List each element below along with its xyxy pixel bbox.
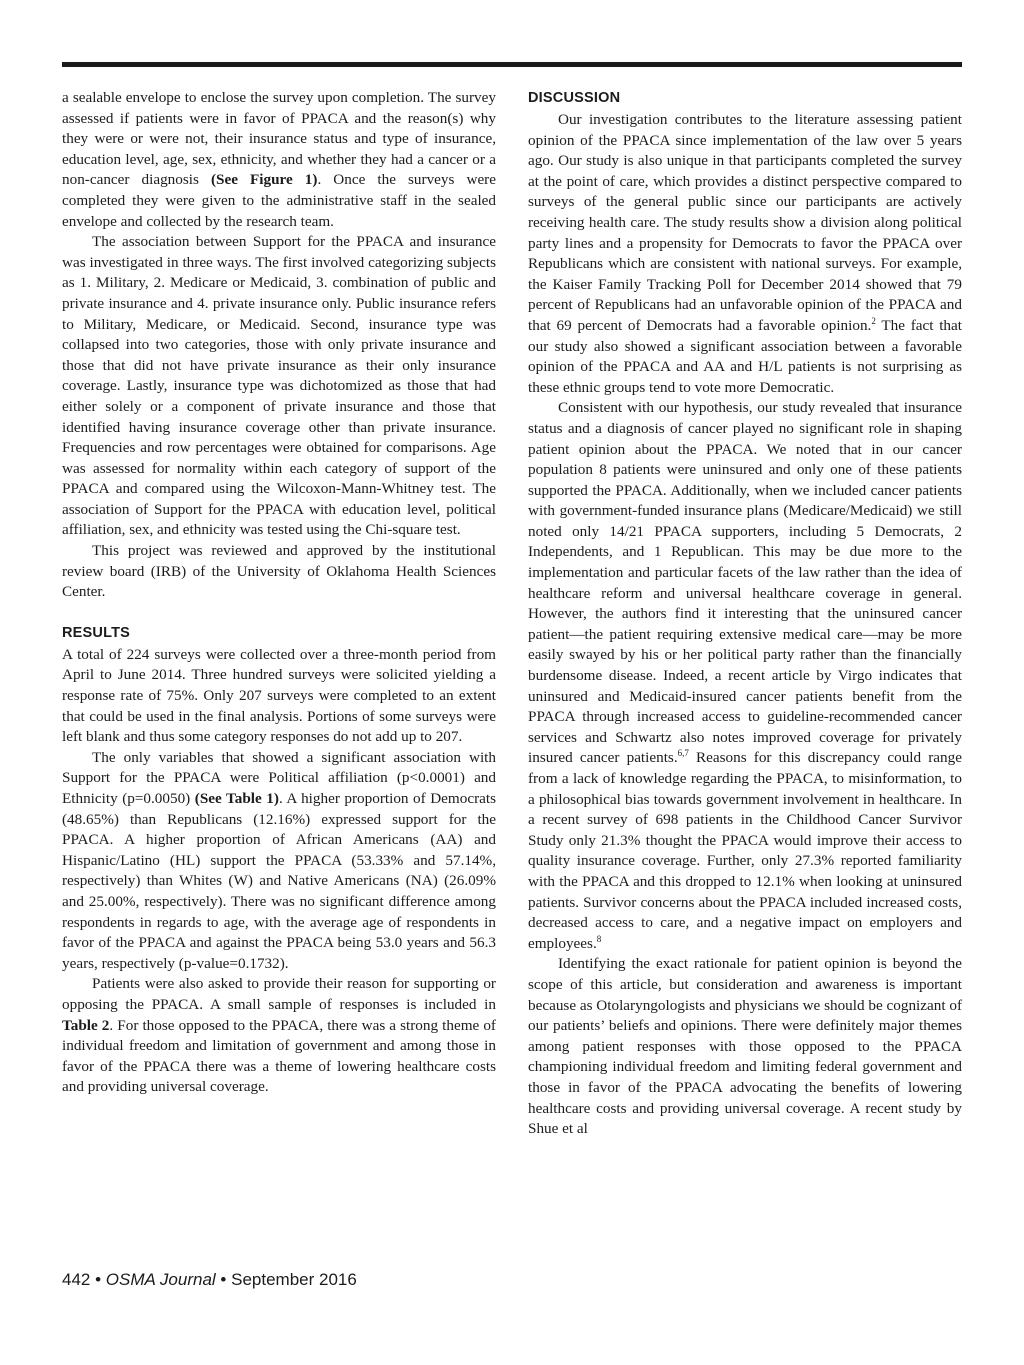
discussion-paragraph-2: Consistent with our hypothesis, our study revealed that insurance status and a diagnosis of cancer played no significant role in shaping patient opinion about the PPACA. We noted that in our cancer population 8 patients were uninsured and only one of these patients supported the PPACA. Additionally, when we included cancer patients with government-funded insurance plans (Medicare/Medicaid) we still noted only 14/21 PPACA supporters, including 5 Democrats, 2 Independents, and 1 Republican. This may be due more to the implementation and particular facets of the law rather than the idea of healthcare reform and universal healthcare coverage in general. However, the authors find it interesting that the uninsured cancer patient—the patient requiring extensive medical care—may be more easily swayed by his or her political party rather than the financially burdensome disease. Indeed, a recent article by Virgo indicates that uninsured and Medicaid-insured cancer patients benefit from the PPACA through increased access to guideline-recommended cancer services and Schwartz also notes improved coverage for privately insured cancer patients.$^{6,7}$ Reasons for this discrepancy could range from a lack of knowledge regarding the PPACA, to misinformation, to a philosophical bias towards government involvement in healthcare. In a recent survey of 698 patients in the Childhood Cancer Survivor Study only 21.3% thought the PPACA would improve their access to quality insurance coverage. Further, only 27.3% reported familiarity with the PPACA and this dropped to 12.1% when looking at uninsured patients. Survivor concerns about the PPACA included increased costs, decreased access to care, and a negative impact on employers and employees.$^8$ [528, 399, 962, 952]
table-2-reference: Table 2 [62, 1016, 110, 1034]
methods-paragraph-1: a sealable envelope to enclose the survey upon completion. The survey assessed if patients were in favor of PPACA and the reason(s) why they were or were not, their insurance status and type of insurance, education level, age, sex, ethnicity, and whether they had a cancer or a non-cancer diagnosis (See Figure 1). Once the surveys were completed they were given to the administrative staff in the sealed envelope and collected by the research team. [62, 89, 496, 230]
figure-reference: (See Figure 1) [210, 171, 318, 189]
top-rule [62, 62, 962, 67]
page-footer: 442 • OSMA Journal • September 2016 [62, 1270, 357, 1289]
discussion-paragraph-3: Identifying the exact rationale for patient opinion is beyond the scope of this article, but consideration and awareness is important because as Otolaryngologists and physicians we should be cognizant of our patients’ beliefs and opinions. There were definitely major themes among patient responses with those opposed to the PPACA championing individual freedom and limiting federal government and those in favor of the PPACA advocating the benefits of lowering healthcare costs and providing universal coverage. A recent study by Shue et al [528, 955, 963, 1138]
discussion-paragraph-1: Our investigation contributes to the literature assessing patient opinion of the PPACA since implementation of the law over 5 years ago. Our study is also unique in that participants completed the survey at the point of care, which provides a distinct perspective compared to surveys of the general public since our participants are actively receiving health care. The study results show a division along political party lines and a propensity for Democrats to favor the PPACA over Republicans which are consistent with national surveys. For example, the Kaiser Family Tracking Poll for December 2014 showed that 79 percent of Republicans had an unfavorable opinion of the PPACA and that 69 percent of Democrats had a favorable opinion.$^2$ The fact that our study also showed a significant association between a favorable opinion of the PPACA and AA and H/L patients is not surprising as these ethnic groups tend to vote more Democratic. [528, 111, 962, 396]
citation: 8 [596, 933, 602, 944]
results-paragraph-1: A total of 224 surveys were collected over a three-month period from April to June 2014. Three hundred surveys were solicited yielding a response rate of 75%. Only 207 surveys were completed to an extent that could be used in the final analysis. Portions of some surveys were left blank and thus some category responses do not add up to 207. [62, 645, 496, 746]
methods-paragraph-2: The association between Support for the PPACA and insurance was investigated in three ways. The first involved categorizing subjects as 1. Military, 2. Medicare or Medicaid, 3. combination of public and private insurance and 4. private insurance only. Public insurance refers to Military, Medicare, or Medicaid. Second, insurance type was collapsed into two categories, those with only private insurance and those that did not have private insurance as their only insurance coverage. Lastly, insurance type was dichotomized as those that had either solely or a component of private insurance and those that identified having insurance coverage other than private insurance. Frequencies and row percentages were obtained for comparisons. Age was assessed for normality within each category of support of the PPACA and compared using the Wilcoxon-Mann-Whitney test. The association of Support for the PPACA with education level, political affiliation, sex, and ethnicity was tested using the Chi-square test. [62, 233, 496, 539]
discussion-heading: DISCUSSION [528, 90, 621, 106]
citation: 6,7 [677, 748, 689, 759]
results-paragraph-2: The only variables that showed a significant association with Support for the PPACA were Political affiliation (p<0.0001) and Ethnicity (p=0.0050) (See Table 1). A higher proportion of Democrats (48.65%) than Republicans (12.16%) expressed support for the PPACA. A higher proportion of African Americans (AA) and Hispanic/Latino (HL) support the PPACA (53.33% and 57.14%, respectively) than Whites (W) and Native Americans (NA) (26.09% and 25.00%, respectively). There was no significant difference among respondents in regards to age, with the average age of respondents in favor of the PPACA and against the PPACA being 53.0 years and 56.3 years, respectively (p-value=0.1732). [62, 748, 496, 972]
right-column [528, 88, 962, 1140]
journal-name: OSMA Journal [105, 1270, 216, 1289]
left-column [62, 88, 496, 1098]
citation: 2 [871, 315, 876, 326]
issue-date: September 2016 [231, 1270, 357, 1289]
page-number: 442 [62, 1270, 91, 1289]
table-1-reference: (See Table 1) [194, 790, 279, 807]
results-heading: RESULTS [62, 624, 130, 641]
results-paragraph-3: Patients were also asked to provide their reason for supporting or opposing the PPACA. A small sample of responses is included in Table 2. For those opposed to the PPACA, there was a strong theme of individual freedom and limitation of government and among those in favor of the PPACA there was a theme of lowering healthcare costs and providing universal coverage. [62, 975, 496, 1096]
methods-paragraph-3: This project was reviewed and approved by the institutional review board (IRB) of the University of Oklahoma Health Sciences Center. [62, 542, 496, 601]
